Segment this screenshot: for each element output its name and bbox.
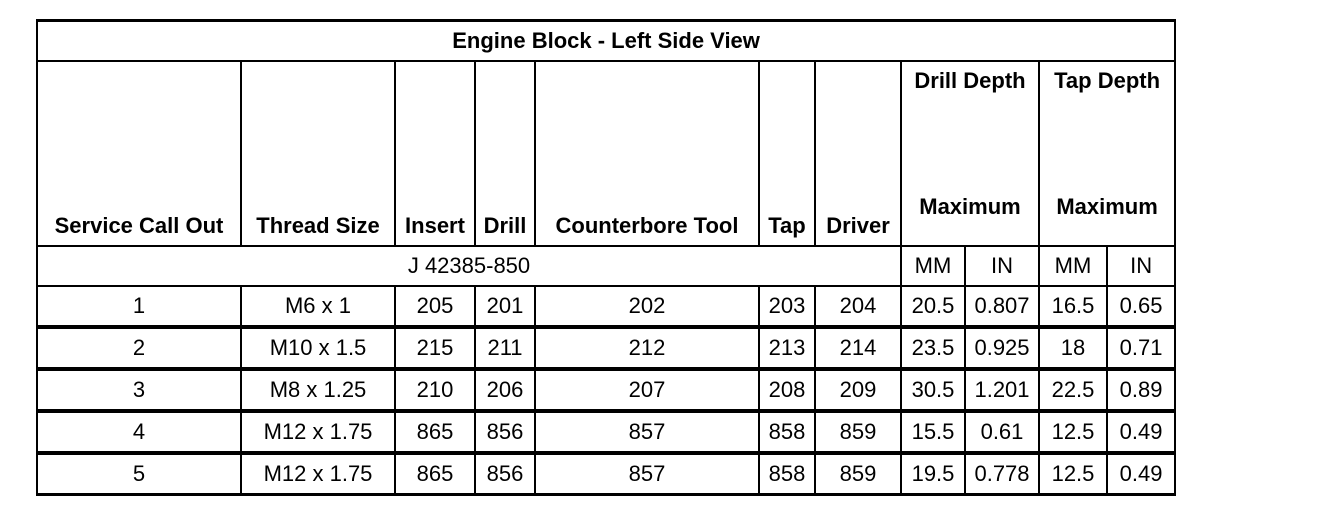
header-counterbore-tool: Counterbore Tool (535, 61, 759, 246)
insert-cell: 210 (395, 369, 475, 411)
table-row (37, 453, 1175, 495)
engine-block-spec-table (36, 19, 1176, 496)
drill-depth-in-unit: IN (965, 246, 1039, 286)
driver-cell: 209 (815, 369, 901, 411)
tap-cell: 203 (759, 286, 815, 327)
header-drill-depth-label: Drill Depth (914, 68, 1026, 93)
tap-depth-mm-cell: 12.5 (1039, 453, 1107, 495)
driver-cell: 859 (815, 453, 901, 495)
call-out-cell: 5 (37, 453, 241, 495)
tap-depth-mm-cell: 12.5 (1039, 411, 1107, 453)
tap-depth-mm-cell: 22.5 (1039, 369, 1107, 411)
insert-cell: 215 (395, 327, 475, 369)
tap-cell: 858 (759, 411, 815, 453)
driver-cell: 859 (815, 411, 901, 453)
drill-cell: 856 (475, 411, 535, 453)
drill-depth-in-cell: 0.61 (965, 411, 1039, 453)
table-row (37, 369, 1175, 411)
call-out-cell: 4 (37, 411, 241, 453)
drill-cell: 206 (475, 369, 535, 411)
tap-depth-in-cell: 0.49 (1107, 411, 1175, 453)
call-out-cell: 2 (37, 327, 241, 369)
thread-size-cell: M6 x 1 (241, 286, 395, 327)
tap-depth-in-cell: 0.89 (1107, 369, 1175, 411)
insert-cell: 205 (395, 286, 475, 327)
drill-depth-mm-cell: 30.5 (901, 369, 965, 411)
drill-cell: 856 (475, 453, 535, 495)
tap-depth-in-cell: 0.65 (1107, 286, 1175, 327)
tap-cell: 213 (759, 327, 815, 369)
counterbore-cell: 207 (535, 369, 759, 411)
call-out-cell: 1 (37, 286, 241, 327)
insert-cell: 865 (395, 411, 475, 453)
tap-depth-in-cell: 0.71 (1107, 327, 1175, 369)
header-service-call-out: Service Call Out (37, 61, 241, 246)
table-title: Engine Block - Left Side View (37, 21, 1175, 62)
kit-number: J 42385-850 (37, 246, 901, 286)
counterbore-cell: 212 (535, 327, 759, 369)
header-insert: Insert (395, 61, 475, 246)
tap-depth-in-unit: IN (1107, 246, 1175, 286)
header-driver: Driver (815, 61, 901, 246)
table-row (37, 286, 1175, 327)
table-row (37, 327, 1175, 369)
table-row (37, 411, 1175, 453)
driver-cell: 214 (815, 327, 901, 369)
thread-size-cell: M8 x 1.25 (241, 369, 395, 411)
counterbore-cell: 857 (535, 411, 759, 453)
header-tap: Tap (759, 61, 815, 246)
header-row (37, 61, 1175, 246)
drill-depth-mm-cell: 20.5 (901, 286, 965, 327)
drill-cell: 201 (475, 286, 535, 327)
drill-depth-in-cell: 1.201 (965, 369, 1039, 411)
tap-depth-in-cell: 0.49 (1107, 453, 1175, 495)
kit-row (37, 246, 1175, 286)
title-row (37, 21, 1175, 62)
insert-cell: 865 (395, 453, 475, 495)
header-tap-depth (1039, 61, 1175, 246)
drill-depth-mm-cell: 15.5 (901, 411, 965, 453)
drill-depth-mm-cell: 23.5 (901, 327, 965, 369)
drill-depth-in-cell: 0.778 (965, 453, 1039, 495)
header-drill-depth-maximum: Maximum (919, 194, 1021, 219)
drill-depth-mm-cell: 19.5 (901, 453, 965, 495)
drill-depth-in-cell: 0.807 (965, 286, 1039, 327)
drill-cell: 211 (475, 327, 535, 369)
header-tap-depth-label: Tap Depth (1054, 68, 1161, 93)
tap-cell: 858 (759, 453, 815, 495)
tap-cell: 208 (759, 369, 815, 411)
drill-depth-mm-unit: MM (901, 246, 965, 286)
table-body (37, 286, 1175, 495)
drill-depth-in-cell: 0.925 (965, 327, 1039, 369)
driver-cell: 204 (815, 286, 901, 327)
header-drill-depth (901, 61, 1039, 246)
counterbore-cell: 857 (535, 453, 759, 495)
call-out-cell: 3 (37, 369, 241, 411)
header-tap-depth-maximum: Maximum (1056, 194, 1158, 219)
thread-size-cell: M10 x 1.5 (241, 327, 395, 369)
tap-depth-mm-unit: MM (1039, 246, 1107, 286)
header-drill: Drill (475, 61, 535, 246)
thread-size-cell: M12 x 1.75 (241, 411, 395, 453)
header-thread-size: Thread Size (241, 61, 395, 246)
thread-size-cell: M12 x 1.75 (241, 453, 395, 495)
tap-depth-mm-cell: 18 (1039, 327, 1107, 369)
counterbore-cell: 202 (535, 286, 759, 327)
tap-depth-mm-cell: 16.5 (1039, 286, 1107, 327)
